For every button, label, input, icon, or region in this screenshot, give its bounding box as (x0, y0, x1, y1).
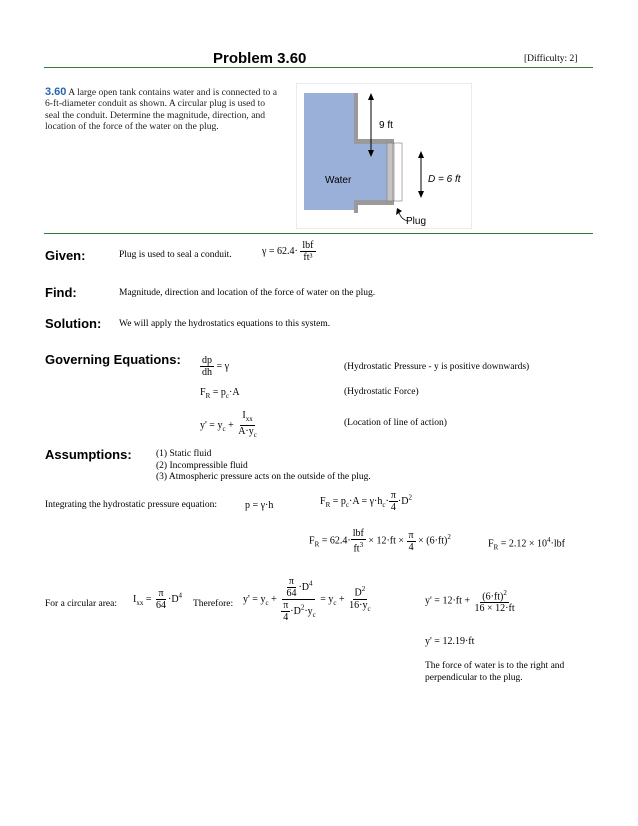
force-result: $F_R = 2.12 \times 10^4\cdot lbf$ (488, 536, 565, 552)
plug-label: Plug (406, 216, 427, 227)
gamma-unit-num: lbf (302, 240, 314, 251)
problem-number: 3.60 (45, 86, 67, 98)
assumptions-list (156, 449, 371, 484)
diameter-label: D = 6 ft (428, 174, 461, 185)
problem-title: Problem 3.60 (213, 50, 307, 67)
conclusion-line-2: perpendicular to the plug. (425, 673, 523, 683)
assumption-3: (3) Atmospheric pressure acts on the outside of the plug. (156, 472, 371, 482)
top-rule (44, 67, 593, 68)
ixx-formula: $I_{xx}$ = $\frac{\pi}{64}$ $\cdot D^4$ (133, 588, 183, 611)
mid-rule (44, 233, 593, 234)
yprime-derivation: $y' = y_c$ + $\frac{\pi}{64}$ $\cdot D^4$ $\frac{\pi}{4}$ $\cdot D^2\cdot y_c$ = $y_c$ + $\frac{D^2}{16\cdot y_c}$ (243, 576, 371, 623)
tank-wall (354, 93, 358, 143)
solution-label: Solution: (45, 316, 102, 331)
find-text: Magnitude, direction and location of the force of water on the plug. (119, 288, 376, 298)
yprime-result: y' = 12.19·ft (425, 636, 475, 647)
eq-hydrostatic-force: $F_R = p_c\cdot A$ (200, 387, 240, 400)
force-numeric: $F_R = 62.4\cdot$ $\frac{\text{lbf}}{ft^3}$ × 12·ft × $\frac{\pi}{4}$ × $(6\cdot ft)^2$ (309, 528, 451, 555)
gamma-lhs: γ = 62.4· (262, 245, 298, 257)
problem-line-1: A large open tank contains water and is connected to a (68, 87, 277, 98)
problem-statement (45, 87, 290, 133)
integrating-text: Integrating the hydrostatic pressure equation: (45, 500, 218, 510)
eq1-note: (Hydrostatic Pressure - y is positive downwards) (344, 362, 530, 372)
circular-text: For a circular area: (45, 599, 117, 609)
given-label: Given: (45, 248, 86, 263)
assumptions-label: Assumptions: (45, 447, 132, 462)
find-label: Find: (45, 285, 77, 300)
therefore-text: Therefore: (193, 599, 234, 609)
assumption-1: (1) Static fluid (156, 449, 212, 459)
gamma-unit (300, 240, 315, 263)
given-text: Plug is used to seal a conduit. (119, 250, 232, 260)
difficulty-label: [Difficulty: 2] (524, 54, 578, 64)
plug (387, 143, 393, 201)
solution-text: We will apply the hydrostatics equations to this system. (119, 319, 331, 329)
eq2-note: (Hydrostatic Force) (344, 387, 419, 397)
problem-line-3: seal the conduit. Determine the magnitude, direction, and (45, 109, 266, 121)
yprime-numeric: y' = 12·ft + $\frac{(6\cdot ft)^2}{16 \times 12\cdot ft}$ (425, 589, 515, 615)
eq-hydrostatic-pressure: $\frac{dp}{dh}$ = γ (202, 355, 230, 378)
depth-label: 9 ft (379, 120, 393, 131)
conclusion-line-1: The force of water is to the right and (425, 661, 565, 671)
conclusion (425, 660, 564, 684)
assumption-2: (2) Incompressible fluid (156, 460, 248, 471)
problem-line-4: location of the force of the water on the plug. (45, 121, 219, 133)
problem-line-2: 6-ft-diameter conduit as shown. A circular plug is used to (45, 98, 266, 110)
force-equation: $F_R = p_c\cdot A = \gamma\cdot h_c\cdot$ $\frac{\pi}{4}$ $\cdot D^2$ (320, 490, 412, 513)
tank-figure (296, 83, 472, 229)
p-equation: p = γ·h (245, 500, 274, 511)
governing-label: Governing Equations: (45, 352, 181, 367)
gamma-unit-den: ft³ (303, 252, 313, 263)
water-label: Water (325, 175, 352, 186)
gamma-definition (262, 240, 316, 263)
eq-line-of-action: $y' = y_c$ + $\frac{I_{xx}}{A\cdot y_c}$ (200, 410, 257, 439)
eq3-note: (Location of line of action) (344, 418, 447, 428)
